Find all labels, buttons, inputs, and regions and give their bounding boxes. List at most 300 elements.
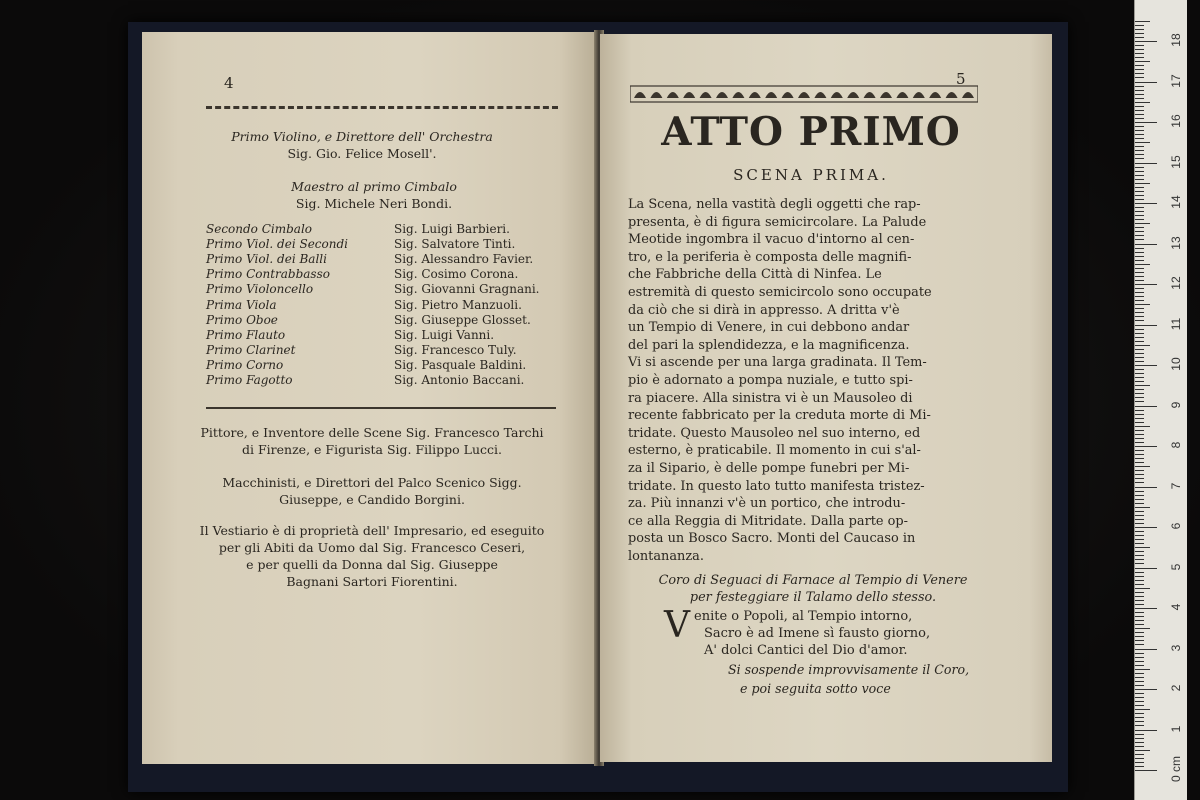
ruler-tick (1135, 122, 1157, 123)
ruler-tick (1135, 551, 1144, 552)
ruler-tick (1135, 21, 1150, 22)
ruler-tick (1135, 90, 1144, 91)
ruler-tick (1135, 474, 1144, 475)
ruler-tick (1135, 568, 1157, 569)
ruler-tick (1135, 175, 1144, 176)
ruler-tick (1135, 288, 1144, 289)
description-line: tridate. Questo Mausoleo nel suo interno, ed (628, 425, 921, 441)
ruler-tick (1135, 454, 1144, 455)
ruler-tick (1135, 746, 1144, 747)
ruler-tick (1135, 333, 1144, 334)
ruler-tick (1135, 657, 1144, 658)
ruler-tick (1135, 134, 1144, 135)
stage-line: Si sospende improvvisamente il Coro, (728, 662, 970, 677)
ruler-tick (1135, 482, 1144, 483)
musician-name: Sig. Salvatore Tinti. (394, 237, 516, 252)
description-line: tro, e la periferia è composta delle magnifi- (628, 249, 912, 265)
ruler-tick (1135, 231, 1144, 232)
description-line: esterno, è praticabile. Il momento in cui s'al- (628, 443, 921, 459)
ruler-label: 13 (1169, 235, 1183, 250)
ruler-tick (1135, 272, 1144, 273)
description-line: estremità di questo semicircolo sono occupate (628, 284, 932, 300)
ruler-tick (1135, 734, 1144, 735)
stage-direction (728, 660, 969, 698)
musician-role: Primo Fagotto (206, 373, 293, 387)
ruler-tick (1135, 280, 1144, 281)
ruler-tick (1135, 450, 1144, 451)
description-line: za il Sipario, è delle pompe funebri per Mi- (628, 460, 910, 476)
ruler-tick (1135, 118, 1144, 119)
ruler-tick (1135, 361, 1144, 362)
ruler-tick (1135, 434, 1144, 435)
verse-line: A' dolci Cantici del Dio d'amor. (704, 643, 908, 658)
ruler-tick (1135, 612, 1144, 613)
ruler-tick (1135, 547, 1150, 548)
credit-line: Macchinisti, e Direttori del Palco Scenico Sigg. (222, 475, 522, 490)
ruler-tick (1135, 138, 1144, 139)
ornament-motif (667, 92, 679, 98)
ruler-tick (1135, 187, 1144, 188)
ruler-tick (1135, 677, 1144, 678)
ruler-tick (1135, 555, 1144, 556)
ruler-tick (1135, 588, 1150, 589)
ruler-tick (1135, 717, 1144, 718)
ruler-tick (1135, 685, 1144, 686)
ruler-tick (1135, 292, 1144, 293)
ruler-label: 10 (1169, 357, 1183, 371)
ruler-tick (1135, 163, 1157, 164)
ruler-tick (1135, 211, 1144, 212)
ornament-motif (782, 92, 794, 98)
ruler-tick (1135, 167, 1144, 168)
ruler-tick (1135, 414, 1144, 415)
ruler-tick (1135, 110, 1144, 111)
ruler-tick (1135, 57, 1144, 58)
ornament-motif (814, 92, 826, 98)
ruler-tick (1135, 624, 1144, 625)
credit-scenery (182, 424, 562, 458)
description-line: pio è adornato a pompa nuziale, e tutto spi- (628, 372, 913, 388)
ruler-tick (1135, 114, 1144, 115)
ruler-tick (1135, 142, 1150, 143)
ruler-tick (1135, 689, 1157, 690)
ruler-tick (1135, 422, 1144, 423)
musician-role: Secondo Cimbalo (206, 222, 313, 236)
ruler-tick (1135, 69, 1144, 70)
ruler-tick (1135, 150, 1144, 151)
ruler-tick (1135, 320, 1144, 321)
ruler-tick (1135, 511, 1144, 512)
ruler-tick (1135, 523, 1144, 524)
ruler-tick (1135, 665, 1144, 666)
ruler-tick (1135, 94, 1144, 95)
ruler-tick (1135, 713, 1144, 714)
credit-line: Pittore, e Inventore delle Scene Sig. Francesco Tarchi (200, 425, 544, 440)
credit-line: Bagnani Sartori Fiorentini. (286, 574, 458, 589)
ruler-tick (1135, 195, 1144, 196)
credit-machinists (192, 474, 552, 508)
scene-title: SCENA PRIMA. (733, 166, 889, 184)
ruler-tick (1135, 539, 1144, 540)
ruler-tick (1135, 329, 1144, 330)
ruler-tick (1135, 33, 1144, 34)
ruler-tick (1135, 487, 1157, 488)
description-line: ce alla Reggia di Mitridate. Dalla parte op- (628, 513, 909, 529)
description-line: tridate. In questo lato tutto manifesta tristez- (628, 478, 925, 494)
musician-name: Sig. Giuseppe Glosset. (394, 312, 531, 327)
ruler-tick (1135, 600, 1144, 601)
musician-name: Sig. Pietro Manzuoli. (394, 297, 522, 312)
description-line: che Fabbriche della Città di Ninfea. Le (628, 267, 882, 283)
ruler-tick (1135, 345, 1150, 346)
musician-name: Sig. Francesco Tuly. (394, 342, 517, 357)
ruler-tick (1135, 276, 1144, 277)
coro-line: Coro di Seguaci di Farnace al Tempio di Venere (658, 573, 968, 588)
description-line: del pari la splendidezza, e la magnificenza. (628, 337, 910, 353)
description-line: lontananza. (628, 548, 704, 564)
ruler-label: 11 (1169, 317, 1183, 330)
ruler-label: 12 (1169, 276, 1183, 290)
ruler-tick (1135, 377, 1144, 378)
musician-role: Primo Viol. dei Balli (206, 252, 327, 267)
ornament-motif (962, 92, 974, 98)
ruler-tick (1135, 73, 1144, 74)
ruler-tick (1135, 406, 1157, 407)
ruler-tick (1135, 730, 1157, 731)
ruler-label: 15 (1169, 154, 1183, 169)
ruler-tick (1135, 239, 1144, 240)
ruler-label: 0 cm (1169, 756, 1183, 783)
verse-line: enite o Popoli, al Tempio intorno, (694, 609, 913, 624)
ruler-tick (1135, 725, 1144, 726)
description-line: da ciò che si dirà in appresso. A dritta v'è (628, 302, 900, 318)
description-line: posta un Bosco Sacro. Monti del Caucaso in (628, 531, 916, 547)
ornament-divider (206, 106, 558, 109)
description-line: za. Più innanzi v'è un portico, che introdu- (628, 496, 906, 512)
ruler-tick (1135, 636, 1144, 637)
ornament-motif (929, 92, 941, 98)
page-number-left: 4 (224, 74, 234, 92)
credit-line: Il Vestiario è di proprietà dell' Impresario, ed eseguito (199, 523, 545, 538)
ruler-tick (1135, 191, 1144, 192)
ruler-tick (1135, 65, 1144, 66)
description-line: La Scena, nella vastità degli oggetti che rap- (628, 197, 921, 212)
ruler-tick (1135, 183, 1150, 184)
ruler-tick (1135, 130, 1144, 131)
ruler-tick (1135, 693, 1144, 694)
right-page (600, 34, 1052, 762)
ruler-tick (1135, 572, 1144, 573)
ruler-tick (1135, 410, 1144, 411)
description-line: Meotide ingombra il vacuo d'intorno al cen- (628, 232, 915, 248)
credit-role: Maestro al primo Cimbalo (291, 179, 457, 194)
ornament-motif (864, 92, 876, 98)
ruler-tick (1135, 750, 1150, 751)
ruler-label: 4 (1169, 603, 1183, 611)
ruler-tick (1135, 478, 1144, 479)
ruler-tick (1135, 373, 1144, 374)
musician-role: Primo Flauto (206, 327, 286, 342)
act-title: ATTO PRIMO (661, 109, 961, 155)
stage-line: e poi seguita sotto voce (740, 681, 891, 696)
ruler-label: 2 (1169, 684, 1183, 692)
ruler-tick (1135, 37, 1144, 38)
credit-line: per gli Abiti da Uomo dal Sig. Francesco Ceseri, (218, 540, 526, 555)
ruler-tick (1135, 223, 1150, 224)
ruler-label: 3 (1169, 644, 1183, 651)
coro-line: per festeggiare il Talamo dello stesso. (689, 590, 937, 605)
ruler-tick (1135, 507, 1150, 508)
ruler-tick (1135, 61, 1150, 62)
ruler-tick (1135, 353, 1144, 354)
ruler-tick (1135, 397, 1144, 398)
ruler-tick (1135, 207, 1144, 208)
ruler-tick (1135, 458, 1144, 459)
ruler-tick (1135, 235, 1144, 236)
ruler-tick (1135, 256, 1144, 257)
ruler-tick (1135, 102, 1150, 103)
musician-role: Primo Viol. dei Secondi (206, 237, 349, 252)
ruler-tick (1135, 495, 1144, 496)
ruler-tick (1135, 531, 1144, 532)
ruler-label: 8 (1169, 441, 1183, 449)
ruler-tick (1135, 596, 1144, 597)
ruler-tick (1135, 381, 1144, 382)
ornament-band (630, 84, 978, 104)
ruler-tick (1135, 244, 1157, 245)
musician-name: Sig. Luigi Barbieri. (394, 222, 510, 236)
ruler-tick (1135, 580, 1144, 581)
ornament-motif (716, 92, 728, 98)
ruler-tick (1135, 199, 1144, 200)
ruler-tick (1135, 98, 1144, 99)
ruler-tick (1135, 86, 1144, 87)
ruler-tick (1135, 576, 1144, 577)
ruler-tick (1135, 296, 1144, 297)
ruler-tick (1135, 308, 1144, 309)
scene-description (628, 196, 932, 565)
ruler-tick (1135, 462, 1144, 463)
ruler-label: 7 (1169, 482, 1183, 489)
musician-role: Prima Viola (206, 297, 277, 312)
ruler-tick (1135, 584, 1144, 585)
ruler-tick (1135, 77, 1144, 78)
ruler-tick (1135, 503, 1144, 504)
ruler-tick (1135, 260, 1144, 261)
ruler-tick (1135, 53, 1144, 54)
ruler-tick (1135, 146, 1144, 147)
ruler-tick (1135, 300, 1144, 301)
ruler-tick (1135, 369, 1144, 370)
ruler-tick (1135, 171, 1144, 172)
ruler-tick (1135, 766, 1144, 767)
ruler-tick (1135, 268, 1144, 269)
credit-costumes (182, 522, 562, 590)
ruler-tick (1135, 644, 1144, 645)
ruler-tick (1135, 357, 1144, 358)
ruler-tick (1135, 705, 1144, 706)
ruler-tick (1135, 628, 1150, 629)
credit-maestro (224, 178, 524, 212)
ornament-motif (896, 92, 908, 98)
coro-heading (628, 572, 998, 606)
ruler-label: 14 (1169, 195, 1183, 209)
page-number-right: 5 (956, 70, 966, 88)
ruler-tick (1135, 701, 1144, 702)
musician-name: Sig. Cosimo Corona. (394, 267, 519, 282)
ruler-tick (1135, 316, 1144, 317)
ruler-tick (1135, 82, 1157, 83)
musician-role: Primo Contrabbasso (206, 267, 330, 282)
ornament-motif (683, 92, 695, 98)
ornament-motif (634, 92, 646, 98)
ruler-tick (1135, 284, 1157, 285)
ruler-tick (1135, 41, 1157, 42)
ruler-tick (1135, 758, 1144, 759)
description-line: ra piacere. Alla sinistra vi è un Mausoleo di (628, 390, 913, 406)
credit-name: Sig. Gio. Felice Mosell'. (287, 146, 437, 161)
ruler-tick (1135, 325, 1157, 326)
ornament-motif (913, 92, 925, 98)
ornament-motif (700, 92, 712, 98)
ruler-label: 9 (1169, 401, 1183, 408)
ruler-tick (1135, 219, 1144, 220)
ruler-label: 6 (1169, 522, 1183, 530)
drop-cap: V (664, 605, 690, 646)
ruler-tick (1135, 49, 1144, 50)
ornament-motif (749, 92, 761, 98)
ruler-tick (1135, 426, 1150, 427)
credit-line: e per quelli da Donna dal Sig. Giuseppe (246, 557, 498, 572)
ruler-tick (1135, 592, 1144, 593)
ruler-tick (1135, 519, 1144, 520)
verse-line: Sacro è ad Imene sì fausto giorno, (704, 626, 931, 641)
description-line: presenta, è di figura semicircolare. La Palude (628, 214, 927, 230)
ruler-tick (1135, 393, 1144, 394)
description-line: recente fabbricato per la creduta morte di Mi- (628, 408, 931, 424)
ruler-tick (1135, 673, 1144, 674)
description-line: un Tempio di Venere, in cui debbono andar (628, 320, 910, 336)
ruler-tick (1135, 106, 1144, 107)
ruler-tick (1135, 616, 1144, 617)
ruler-tick (1135, 154, 1144, 155)
ruler-tick (1135, 158, 1144, 159)
ornament-motif (732, 92, 744, 98)
credit-line: Giuseppe, e Candido Borgini. (279, 492, 465, 507)
credit-conductor (182, 128, 542, 162)
ruler-label: 17 (1169, 73, 1183, 88)
ruler-tick (1135, 446, 1157, 447)
ruler-tick (1135, 430, 1144, 431)
ruler-tick (1135, 442, 1144, 443)
left-page (142, 32, 596, 764)
ruler-tick (1135, 661, 1144, 662)
ornament-motif (765, 92, 777, 98)
ruler-tick (1135, 337, 1144, 338)
ruler-label: 16 (1169, 114, 1183, 128)
musician-name: Sig. Giovanni Gragnani. (394, 282, 540, 297)
ruler-tick (1135, 252, 1144, 253)
ruler-tick (1135, 25, 1144, 26)
ruler-tick (1135, 341, 1144, 342)
section-divider (206, 407, 556, 409)
ruler-tick (1135, 227, 1144, 228)
ruler-tick (1135, 742, 1144, 743)
musician-role: Primo Clarinet (206, 342, 296, 357)
ruler-tick (1135, 470, 1144, 471)
ruler-tick (1135, 418, 1144, 419)
ruler-tick (1135, 762, 1144, 763)
ruler-tick (1135, 203, 1157, 204)
credit-name: Sig. Michele Neri Bondi. (295, 196, 453, 211)
verse (694, 608, 930, 659)
ruler-tick (1135, 632, 1144, 633)
musician-role: Primo Oboe (206, 312, 278, 327)
ruler-tick (1135, 527, 1157, 528)
ruler-tick (1135, 491, 1144, 492)
ruler-tick (1135, 535, 1144, 536)
ruler-label: 18 (1169, 33, 1183, 47)
ruler-tick (1135, 608, 1157, 609)
ornament-motif (847, 92, 859, 98)
ruler-tick (1135, 754, 1144, 755)
ruler-tick (1135, 649, 1157, 650)
musician-name: Sig. Luigi Vanni. (394, 327, 495, 342)
ruler-label: 1 (1169, 725, 1183, 732)
ruler-tick (1135, 604, 1144, 605)
ruler-tick (1135, 389, 1144, 390)
ruler-tick (1135, 438, 1144, 439)
ruler-tick (1135, 697, 1144, 698)
ruler-tick (1135, 264, 1150, 265)
ruler-tick (1135, 770, 1157, 771)
ruler-tick (1135, 709, 1150, 710)
ruler-tick (1135, 620, 1144, 621)
ornament-motif (798, 92, 810, 98)
ruler-tick (1135, 499, 1144, 500)
musician-role: Primo Violoncello (206, 282, 314, 297)
ruler-tick (1135, 29, 1144, 30)
ruler-tick (1135, 681, 1144, 682)
ruler-tick (1135, 45, 1144, 46)
ornament-motif (880, 92, 892, 98)
ruler-tick (1135, 126, 1144, 127)
ruler-label: 5 (1169, 563, 1183, 570)
ruler-tick (1135, 385, 1150, 386)
ruler-tick (1135, 248, 1144, 249)
ruler-tick (1135, 365, 1157, 366)
ruler-tick (1135, 563, 1144, 564)
ruler-tick (1135, 543, 1144, 544)
ruler-tick (1135, 721, 1144, 722)
ruler-tick (1135, 215, 1144, 216)
musician-name: Sig. Pasquale Baldini. (394, 357, 527, 372)
ornament-motif (650, 92, 662, 98)
ruler-tick (1135, 312, 1144, 313)
ruler-tick (1135, 349, 1144, 350)
description-line: Vi si ascende per una larga gradinata. Il Tem- (628, 355, 927, 371)
ornament-motif (946, 92, 958, 98)
musician-name: Sig. Alessandro Favier. (394, 252, 534, 267)
ruler-tick (1135, 179, 1144, 180)
ruler-tick (1135, 401, 1144, 402)
ornament-motif (831, 92, 843, 98)
ruler-tick (1135, 738, 1144, 739)
credit-role: Primo Violino, e Direttore dell' Orchestra (231, 129, 493, 144)
ruler-tick (1135, 304, 1150, 305)
ruler-tick (1135, 559, 1144, 560)
musician-name: Sig. Antonio Baccani. (394, 373, 525, 387)
